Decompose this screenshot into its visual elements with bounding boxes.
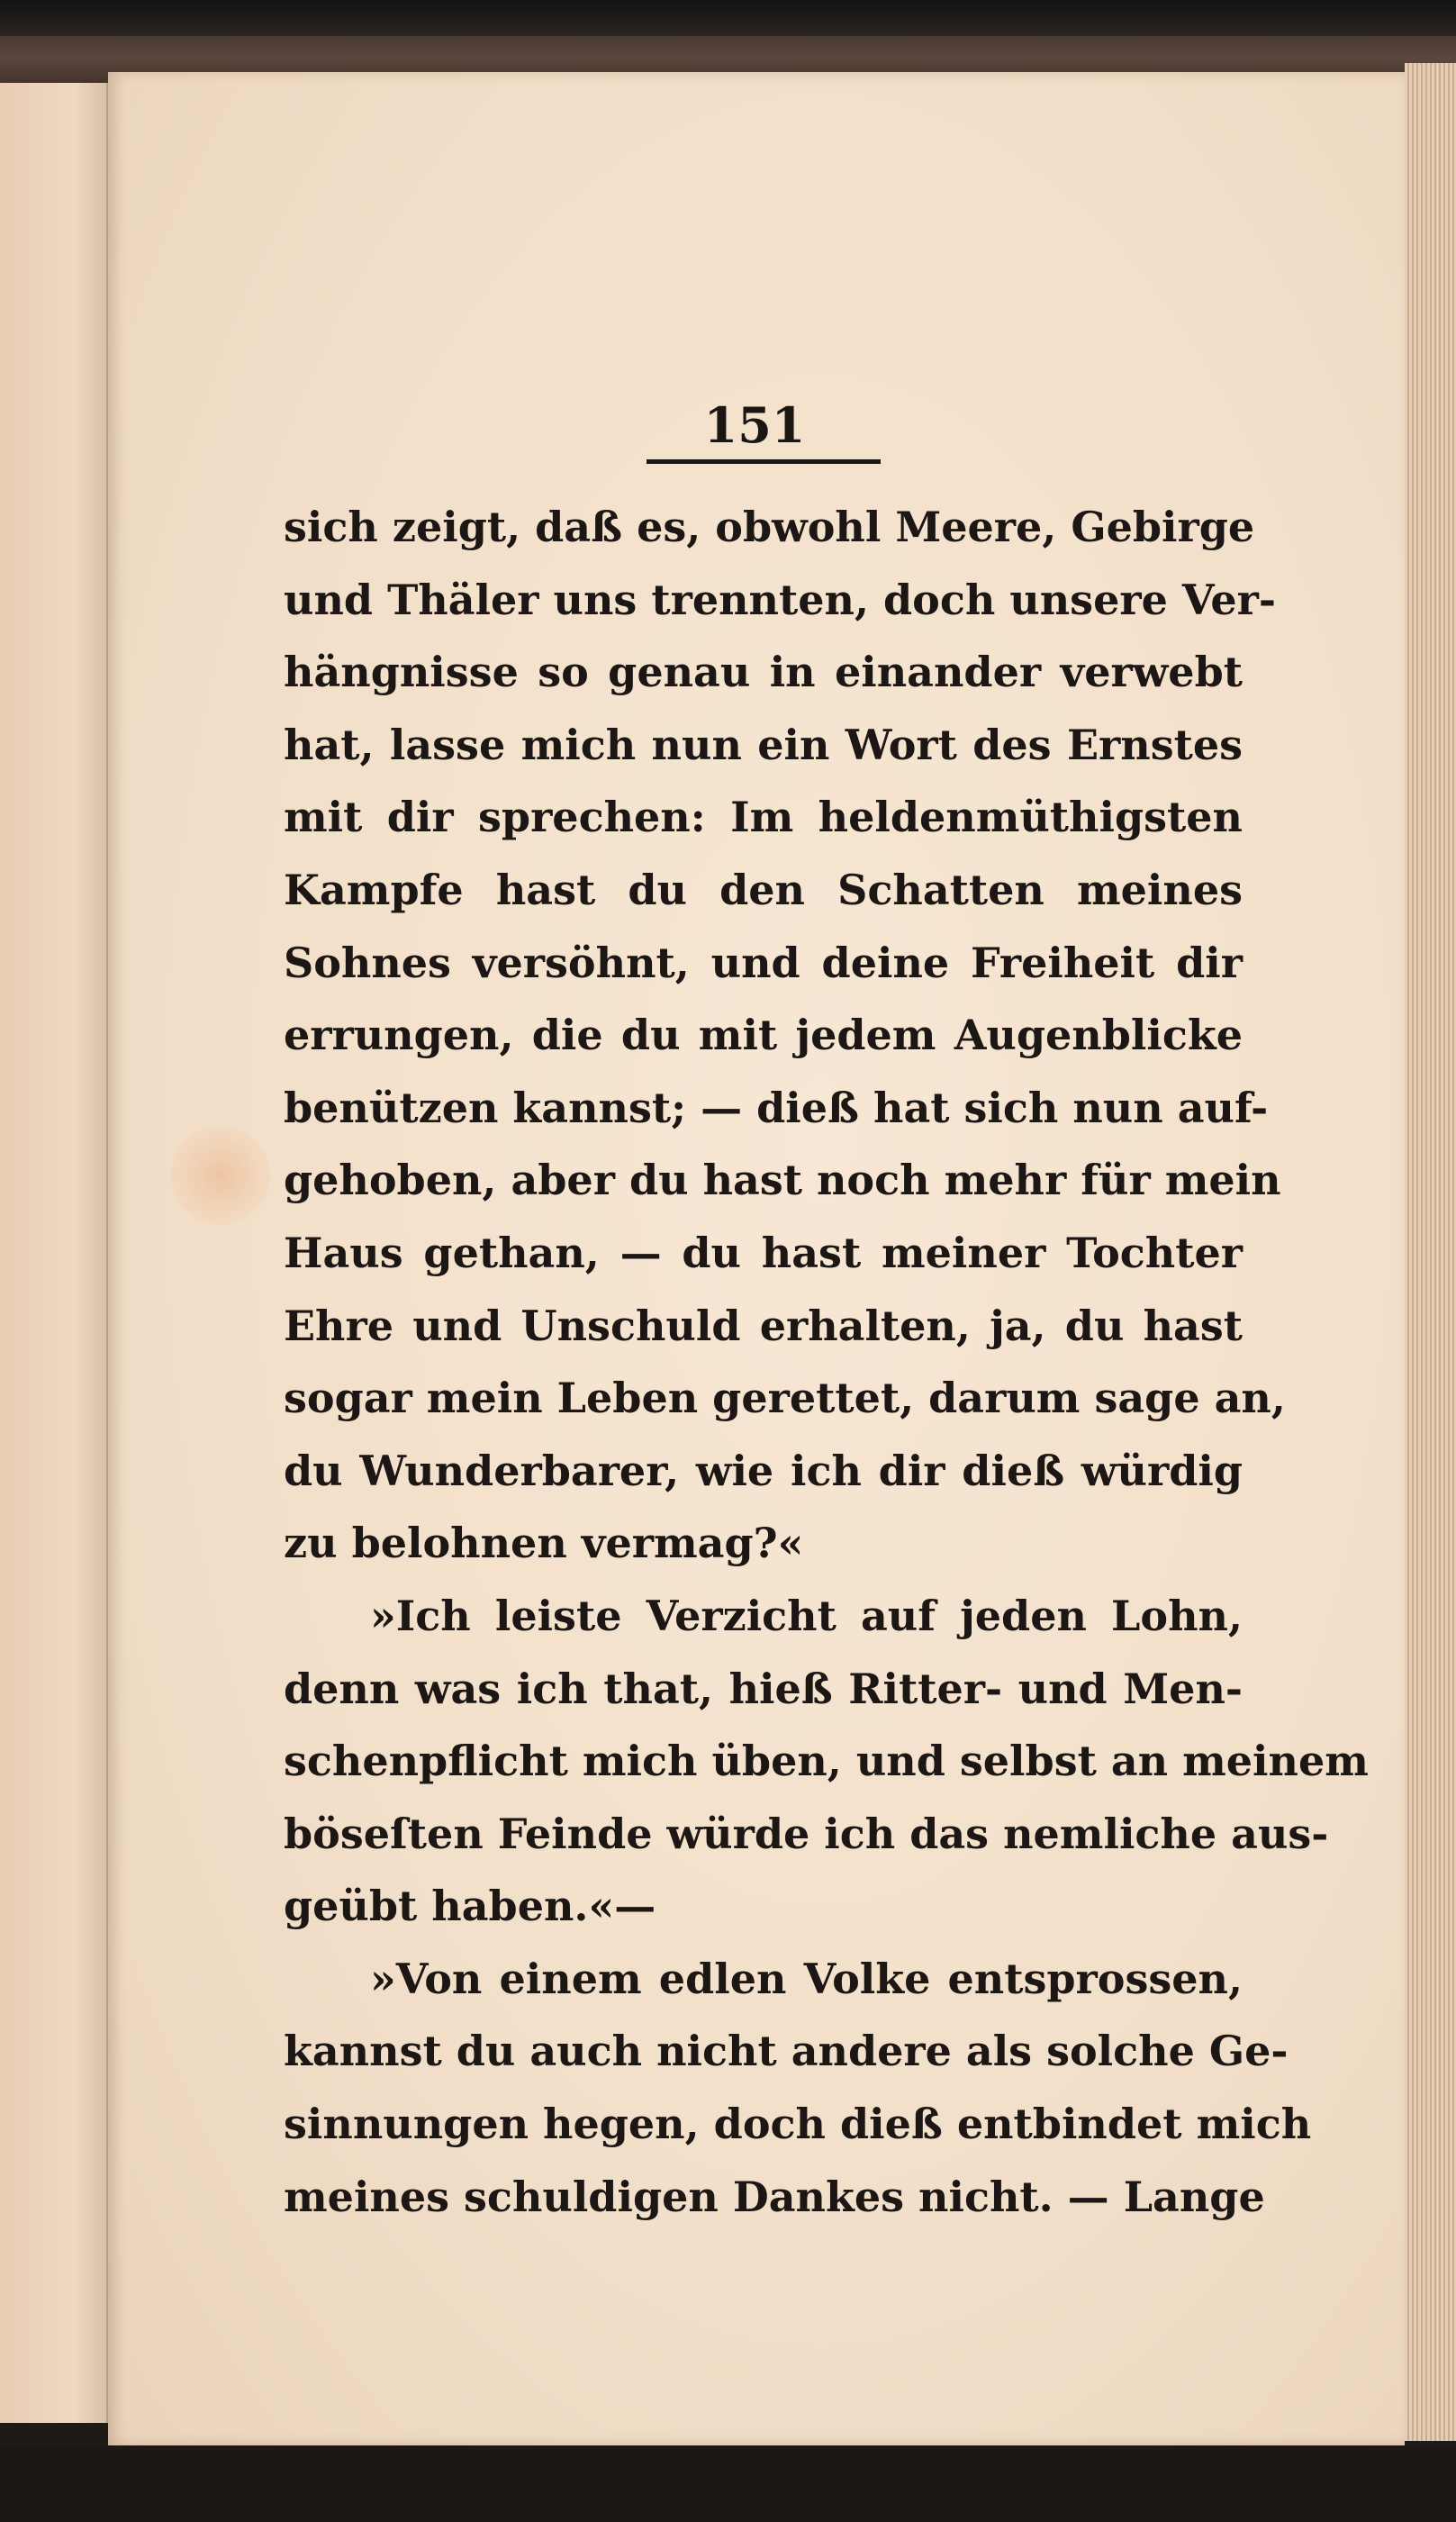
text-line: kannst du auch nicht andere als solche Ge- (284, 2027, 1289, 2076)
text-line: zu belohnen vermag?« (284, 1519, 804, 1568)
paper-stain (171, 1126, 270, 1225)
page-number-rule (647, 459, 881, 464)
text-line: »Ich leiste Verzicht auf jeden Lohn, (370, 1591, 1243, 1640)
text-line: hat, lasse mich nun ein Wort des Ernstes (284, 720, 1243, 769)
text-line: Sohnes versöhnt, und deine Freiheit dir (284, 938, 1243, 987)
text-line: mit dir sprechen: Im heldenmüthigsten (284, 793, 1243, 842)
scan-background-top (0, 0, 1456, 36)
text-line: Ehre und Unschuld erhalten, ja, du hast (284, 1301, 1243, 1350)
text-line: benützen kannst; — dieß hat sich nun auf- (284, 1083, 1269, 1132)
text-line: hängnisse so genau in einander verwebt (284, 648, 1243, 697)
text-line: böseſten Feinde würde ich das nemliche aus- (284, 1809, 1329, 1858)
text-line: Haus gethan, — du hast meiner Tochter (284, 1228, 1243, 1277)
text-line: geübt haben.«— (284, 1882, 656, 1931)
text-line: und Thäler uns trennten, doch unsere Ver- (284, 575, 1276, 624)
scan-background-bottom (0, 2445, 1456, 2522)
text-line: sich zeigt, daß es, obwohl Meere, Gebirge (284, 503, 1255, 551)
text-line: errungen, die du mit jedem Augenblicke (284, 1011, 1243, 1060)
text-line: meines schuldigen Dankes nicht. — Lange (284, 2172, 1265, 2221)
page-edges (1405, 63, 1456, 2441)
text-line: Kampfe hast du den Schatten meines (284, 865, 1243, 914)
page-number: 151 (703, 396, 806, 454)
text-line: sinnungen hegen, doch dieß entbindet mich (284, 2100, 1312, 2149)
text-line: schenpflicht mich üben, und selbst an meinem (284, 1737, 1369, 1786)
text-line: »Von einem edlen Volke entsprossen, (370, 1954, 1243, 2003)
left-page-edge (0, 83, 109, 2423)
text-line: gehoben, aber du hast noch mehr für mein (284, 1156, 1281, 1205)
body-text (284, 491, 1369, 2233)
text-line: du Wunderbarer, wie ich dir dieß würdig (284, 1446, 1243, 1495)
text-line: sogar mein Leben gerettet, darum sage an, (284, 1374, 1286, 1423)
text-line: denn was ich that, hieß Ritter- und Men- (284, 1664, 1243, 1713)
